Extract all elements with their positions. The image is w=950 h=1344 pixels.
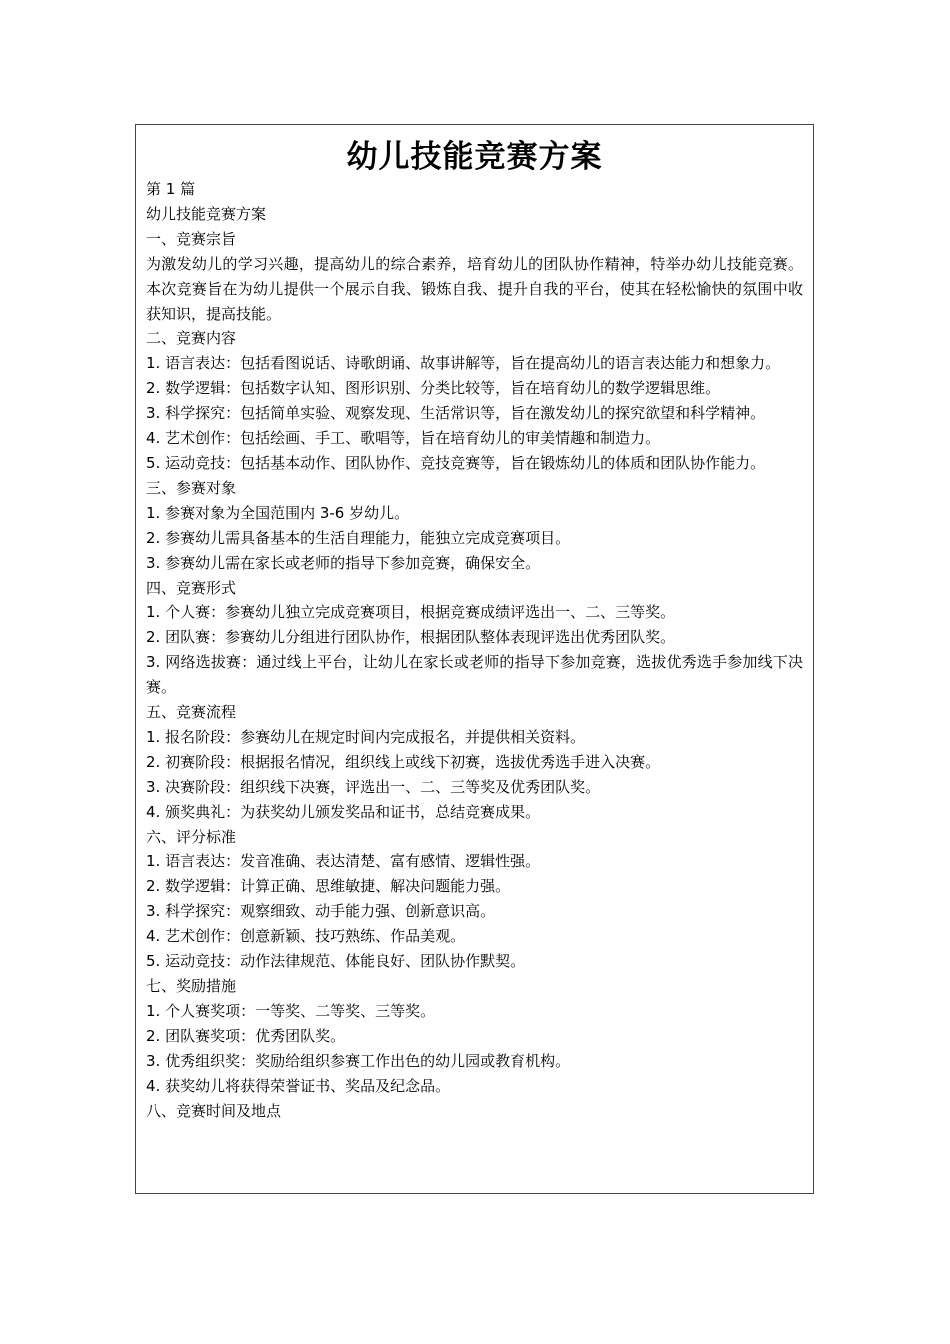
document-paragraph: 5. 运动竞技：动作法律规范、体能良好、团队协作默契。 (146, 952, 526, 971)
document-paragraph: 3. 优秀组织奖：奖励给组织参赛工作出色的幼儿园或教育机构。 (146, 1051, 571, 1070)
document-paragraph: 幼儿技能竞赛方案 (146, 204, 267, 223)
document-paragraph: 4. 获奖幼儿将获得荣誉证书、奖品及纪念品。 (146, 1076, 451, 1095)
document-paragraph: 2. 团队赛：参赛幼儿分组进行团队协作，根据团队整体表现评选出优秀团队奖。 (146, 628, 676, 647)
document-paragraph: 3. 参赛幼儿需在家长或老师的指导下参加竞赛，确保安全。 (146, 553, 541, 572)
document-frame (135, 124, 814, 1194)
document-paragraph: 2. 参赛幼儿需具备基本的生活自理能力，能独立完成竞赛项目。 (146, 528, 571, 547)
document-paragraph: 1. 参赛对象为全国范围内 3-6 岁幼儿。 (146, 503, 410, 522)
document-body (146, 177, 803, 1123)
document-paragraph: 一、竞赛宗旨 (146, 229, 237, 248)
document-paragraph: 2. 初赛阶段：根据报名情况，组织线上或线下初赛，选拔优秀选手进入决赛。 (146, 752, 661, 771)
document-title: 幼儿技能竞赛方案 (346, 139, 603, 175)
document-paragraph: 二、竞赛内容 (146, 329, 237, 348)
document-paragraph: 3. 科学探究：观察细致、动手能力强、创新意识高。 (146, 902, 496, 921)
document-paragraph: 1. 语言表达：发音准确、表达清楚、富有感情、逻辑性强。 (146, 852, 541, 871)
document-paragraph: 三、参赛对象 (146, 478, 237, 497)
document-paragraph: 四、竞赛形式 (146, 578, 237, 597)
document-paragraph: 4. 艺术创作：创意新颖、技巧熟练、作品美观。 (146, 927, 466, 946)
document-paragraph: 1. 个人赛奖项：一等奖、二等奖、三等奖。 (146, 1001, 436, 1020)
document-paragraph: 八、竞赛时间及地点 (146, 1101, 282, 1120)
document-paragraph: 2. 团队赛奖项：优秀团队奖。 (146, 1026, 346, 1045)
document-paragraph: 五、竞赛流程 (146, 703, 237, 722)
document-paragraph: 2. 数学逻辑：计算正确、思维敏捷、解决问题能力强。 (146, 877, 511, 896)
document-paragraph: 第 1 篇 (146, 180, 196, 198)
document-paragraph: 3. 网络选拔赛：通过线上平台，让幼儿在家长或老师的指导下参加竞赛，选拔优秀选手参加线下决赛。 (146, 653, 803, 697)
document-paragraph: 4. 颁奖典礼：为获奖幼儿颁发奖品和证书，总结竞赛成果。 (146, 802, 541, 821)
document-paragraph: 七、奖励措施 (146, 977, 237, 995)
document-paragraph: 1. 语言表达：包括看图说话、诗歌朗诵、故事讲解等，旨在提高幼儿的语言表达能力和想象力。 (146, 354, 781, 373)
document-paragraph: 1. 报名阶段：参赛幼儿在规定时间内完成报名，并提供相关资料。 (146, 727, 586, 746)
document-paragraph: 2. 数学逻辑：包括数字认知、图形识别、分类比较等，旨在培育幼儿的数学逻辑思维。 (146, 379, 721, 398)
document-paragraph: 3. 决赛阶段：组织线下决赛，评选出一、二、三等奖及优秀团队奖。 (146, 777, 601, 796)
document-paragraph: 4. 艺术创作：包括绘画、手工、歌唱等，旨在培育幼儿的审美情趣和制造力。 (146, 429, 661, 448)
document-paragraph: 六、评分标准 (146, 827, 237, 846)
document-paragraph: 1. 个人赛：参赛幼儿独立完成竞赛项目，根据竞赛成绩评选出一、二、三等奖。 (146, 603, 676, 622)
document-paragraph: 5. 运动竞技：包括基本动作、团队协作、竞技竞赛等，旨在锻炼幼儿的体质和团队协作能力。 (146, 453, 766, 472)
document-paragraph: 3. 科学探究：包括简单实验、观察发现、生活常识等，旨在激发幼儿的探究欲望和科学精神。 (146, 404, 766, 423)
document-paragraph: 为激发幼儿的学习兴趣，提高幼儿的综合素养，培育幼儿的团队协作精神，特举办幼儿技能竞赛。本次竞赛旨在为幼儿提供一个展示自我、锻炼自我、提升自我的平台，使其在轻松愉快的氛围中收获知识，提高技能。 (146, 254, 803, 323)
